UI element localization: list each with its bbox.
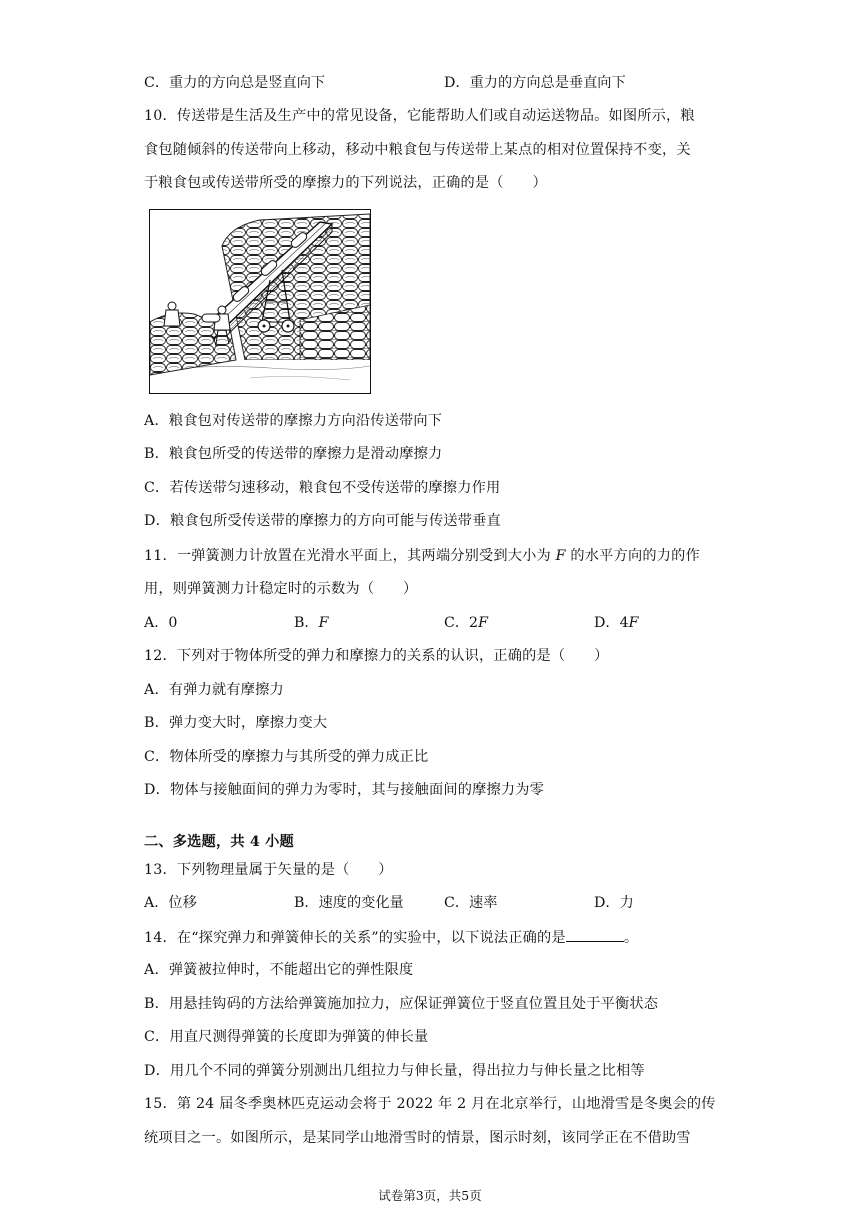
q10-stem-line-1: 10．传送带是生活及生产中的常见设备，它能帮助人们或自动运送物品。如图所示，粮 xyxy=(144,108,695,124)
q11-option-c xyxy=(444,613,488,633)
q9-option-d: D．重力的方向总是垂直向下 xyxy=(444,75,626,91)
q10-option-d: D．粮食包所受传送带的摩擦力的方向可能与传送带垂直 xyxy=(144,513,501,529)
q12-option-a: A．有弹力就有摩擦力 xyxy=(144,682,284,698)
q15-stem-line-2: 统项目之一。如图所示，是某同学山地滑雪时的情景，图示时刻，该同学正在不借助雪 xyxy=(144,1130,691,1146)
q11-option-a: A．0 xyxy=(144,615,178,631)
q9-option-c: C．重力的方向总是竖直向下 xyxy=(144,75,326,91)
q11-stem-text-b: 的水平方向的力的作 xyxy=(570,548,700,564)
q12-option-c: C．物体所受的摩擦力与其所受的弹力成正比 xyxy=(144,749,429,765)
q13-option-a: A．位移 xyxy=(144,895,197,911)
section-heading: 二、多选题，共 4 小题 xyxy=(144,834,294,850)
q13-stem: 13．下列物理量属于矢量的是（ ） xyxy=(144,862,393,878)
q10-stem-line-3: 于粮食包或传送带所受的摩擦力的下列说法，正确的是（ ） xyxy=(144,175,547,191)
q12-stem: 12．下列对于物体所受的弹力和摩擦力的关系的认识，正确的是（ ） xyxy=(144,648,609,664)
q11-option-d-label: D．4 xyxy=(594,615,629,631)
q11-stem-text-a: 11．一弹簧测力计放置在光滑水平面上，其两端分别受到大小为 xyxy=(144,548,551,564)
q14-stem-text: 14．在“探究弹力和弹簧伸长的关系”的实验中，以下说法正确的是 xyxy=(144,930,566,946)
q11-option-b-label: B． xyxy=(294,615,319,631)
q14-stem xyxy=(144,927,638,948)
q10-option-c: C．若传送带匀速移动，粮食包不受传送带的摩擦力作用 xyxy=(144,480,501,496)
q11-variable-f: F xyxy=(555,548,566,564)
q12-option-d: D．物体与接触面间的弹力为零时，其与接触面间的摩擦力为零 xyxy=(144,782,545,798)
q10-stem-line-2: 食包随倾斜的传送带向上移动，移动中粮食包与传送带上某点的相对位置保持不变，关 xyxy=(144,142,691,158)
q11-stem-line-2: 用，则弹簧测力计稳定时的示数为（ ） xyxy=(144,581,418,597)
q13-option-c: C．速率 xyxy=(444,895,498,911)
q11-option-d-var: F xyxy=(628,615,639,631)
q11-option-b xyxy=(294,613,328,633)
q11-option-b-var: F xyxy=(318,615,329,631)
answer-blank xyxy=(566,927,624,942)
q15-stem-line-1: 15．第 24 届冬季奥林匹克运动会将于 2022 年 2 月在北京举行，山地滑雪是冬奥会的传 xyxy=(144,1096,716,1112)
conveyor-belt-illustration xyxy=(149,209,371,394)
q13-option-b: B．速度的变化量 xyxy=(294,895,404,911)
q11-option-c-label: C．2 xyxy=(444,615,479,631)
q14-option-a: A．弹簧被拉伸时，不能超出它的弹性限度 xyxy=(144,962,414,978)
q14-option-b: B．用悬挂钩码的方法给弹簧施加拉力，应保证弹簧位于竖直位置且处于平衡状态 xyxy=(144,996,659,1012)
q14-stem-end: 。 xyxy=(623,930,639,946)
page-footer: 试卷第3页，共5页 xyxy=(378,1188,482,1203)
q13-option-d: D．力 xyxy=(594,895,634,911)
q11-option-d xyxy=(594,613,638,633)
q10-option-b: B．粮食包所受的传送带的摩擦力是滑动摩擦力 xyxy=(144,446,443,462)
q11-stem-line-1 xyxy=(144,546,700,566)
q14-option-c: C．用直尺测得弹簧的长度即为弹簧的伸长量 xyxy=(144,1029,429,1045)
q10-option-a: A．粮食包对传送带的摩擦力方向沿传送带向下 xyxy=(144,413,443,429)
q11-option-c-var: F xyxy=(478,615,488,631)
q14-option-d: D．用几个不同的弹簧分别测出几组拉力与伸长量，得出拉力与伸长量之比相等 xyxy=(144,1063,645,1079)
q12-option-b: B．弹力变大时，摩擦力变大 xyxy=(144,715,328,731)
